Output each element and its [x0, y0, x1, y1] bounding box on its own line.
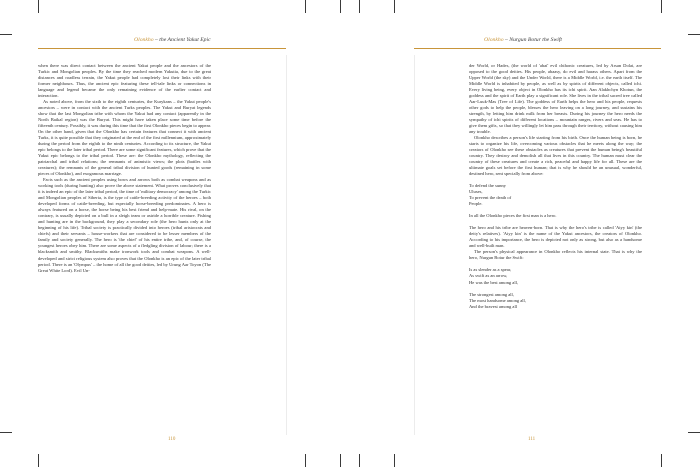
crop-mark	[305, 0, 306, 13]
left-page-edge	[286, 55, 287, 435]
crop-mark	[688, 34, 700, 35]
crop-mark	[0, 34, 12, 35]
left-text-column	[38, 63, 211, 274]
right-running-head	[484, 37, 562, 43]
paragraph: The hero and his tribe are heaven-born. That is why the hero's tribe is called 'Aiyy kin' (the deity's relatives). 'Aiyy kin' is the name of the Yakut ancestors, the creators of Olonkho. According to his importance, the hero is depicted not only as strong, but also as a handsome and well-built man.	[469, 225, 642, 249]
crop-mark	[394, 0, 395, 13]
left-header-rule	[38, 48, 286, 49]
left-page-number: 110	[168, 437, 176, 442]
crop-mark	[340, 454, 341, 467]
crop-mark	[38, 0, 39, 13]
running-head-text: Olonkho – the Ancient Yakut Epic	[134, 37, 211, 43]
crop-mark	[394, 454, 395, 467]
paragraph: Facts such as the ancient peoples using bows and arrows both as combat weapons and as working tools (during hunting) also prove the above statement. What proves conclusively that it is indeed an epic of the later tribal period, the time of 'military democracy' among the Turkic and Mongolian peoples of Siberia, is the type of cattle-breeding activity of the heroes – both developed forms of cattle-breeding, but especially horse-breeding predominates. A hero is always featured on a horse, the horse being his best friend and help-mate. His rival, on the contrary, is usually depicted on a bull in a sleigh team or astride a horrible creature. Fishing and hunting are in the background, they play a secondary role (the hero hunts only at the beginning of his life). Tribal society is practically divided into heroes (tribal aristocrats and chiefs) and their servants – house-workers that are considered to be lesser members of the family and society generally. The hero is 'the chief' of his entire tribe, and, of course, the youngest heroes obey him. There are some aspects of a fledgling division of labour; there is a blacksmith and smithy. Blacksmiths make ironwork tools and combat weapons. A well-developed and strict religious system also proves that the Olonkho is an epic of the later tribal period. There is an 'Olympus' – the home of all the good deities, led by Urung Aar Toyon (The Great White Lord). Evil Un-	[38, 177, 211, 273]
verse-line: The strongest among all,	[469, 291, 514, 297]
right-header-rule	[414, 48, 661, 49]
left-running-head	[134, 37, 211, 43]
running-head-accent: Olonkho	[484, 37, 504, 43]
crop-mark	[38, 454, 39, 467]
verse-line: Uluses,	[469, 189, 483, 195]
running-head-accent: Olonkho	[134, 37, 154, 43]
crop-mark	[305, 454, 306, 467]
paragraph: In all the Olonkho pieces the first man is a hero.	[469, 213, 557, 219]
crop-mark	[340, 0, 341, 13]
crop-mark	[661, 0, 662, 13]
paragraph: As noted above, from the sixth to the eighth centuries, the Kurykans – the Yakut people's ancestors – were in contact with the ancient Turks peoples. The Yakut and Buryat legends show that the last Mongolian tribe with whom the Yakut had any contact (apparently in the North Baikal region) was the Buryat. This might have taken place some time before the fifteenth century. Possibly, it was during this time that the first Olonkho pieces begin to appear. On the other hand, given that the Olonkho has certain features that connect it with ancient Turks, it is quite possible that they originated at the end of the first millennium, approximately during the period from the eighth to the ninth centuries. According to its structure, the Yakut epic belongs to the later tribal period. There are some significant features, which prove that the Yakut epic belongs to the tribal period. These are: the Olonkho mythology, reflecting the patriarchal and tribal relations; the remnants of animistic views; the plots (battles with creatures); the remnants of the general tribal division of hunted goods (remaining in some pieces of Olonkho), and exogamous marriage.	[38, 99, 211, 177]
crop-mark	[0, 432, 12, 433]
verse-line: And the bravest among all	[469, 303, 517, 309]
verse-line: He was the best among all,	[469, 279, 518, 285]
right-text-column	[469, 63, 642, 310]
verse-line: Is as slender as a spear,	[469, 267, 512, 273]
verse-line: To prevent the death of	[469, 195, 512, 201]
verse-line: To defend the sunny	[469, 183, 506, 189]
crop-mark	[661, 454, 662, 467]
right-page-number: 111	[528, 437, 536, 442]
running-head-text: Olonkho – Nurgun Botur the Swift	[484, 37, 562, 43]
crop-mark	[359, 0, 360, 13]
paragraph: der World, or Hades, (the world of 'abaï' evil chthonic creatures, led by Arsan Dolai, are opposed to the good deities. His people, abaasy, do evil and harass others. Apart from the Upper World (the sky) and the Under World, there is a Middle World, i.e. the earth itself. The Middle World is inhabited by people, as well as by spirits of different objects, called ichi. Every living being, every object in Olonkho has its ichi spirit. Aan Alakhchyn Khotun, the goddess and the spirit of Earth play a significant role. She lives in the tribal sacred tree called Aar-Luuk-Mas (Tree of Life). The goddess of Earth helps the hero and his people, requests other gods to help the people, blesses the hero leaving on a long journey, and sustains his strength, by letting him drink milk from her breasts. During his journey the hero needs the sympathy of ichi spirits of different locations – mountain ranges, rivers and seas. He has to give them gifts, so that they willingly let him pass through their territory, without causing him any trouble.	[469, 63, 642, 135]
paragraph: when there was direct contact between the ancient Yakut people and the ancestors of the Turkic and Mongolian peoples. By the time they reached modern Yakutia, due to the great distances and roadless terrain, the Yakut people had completely lost their links with their former neighbours. Thus, the ancient epic featuring these tell-tale links or connections in language and legend became the only remaining evidence of the earlier contact and interaction.	[38, 63, 211, 99]
crop-mark	[359, 454, 360, 467]
verse-line: The most handsome among all,	[469, 297, 526, 303]
verse-line: As swift as an arrow,	[469, 273, 508, 279]
crop-mark	[688, 432, 700, 433]
verse-line: People.	[469, 201, 483, 207]
paragraph: Olonkho describes a person's life starting from his birth. Once the human being is born, he starts to organize his life, overcoming various obstacles that he meets along the way; the creators of Olonkho see these obstacles as creatures that prevent the human being's beautiful country. They destroy and demolish all that lives in this country. The human must clear the country of these creatures and create a rich, peaceful and happy life for all. These are the ultimate goals set before the first human; that is why he should be an unusual, wonderful, destined hero, sent specially from above:	[469, 135, 642, 177]
paragraph: The person's physical appearance in Olonkho reflects his internal state. That is why the hero, Nurgun Botur the Swift:	[469, 249, 642, 261]
right-page-edge	[414, 55, 415, 435]
